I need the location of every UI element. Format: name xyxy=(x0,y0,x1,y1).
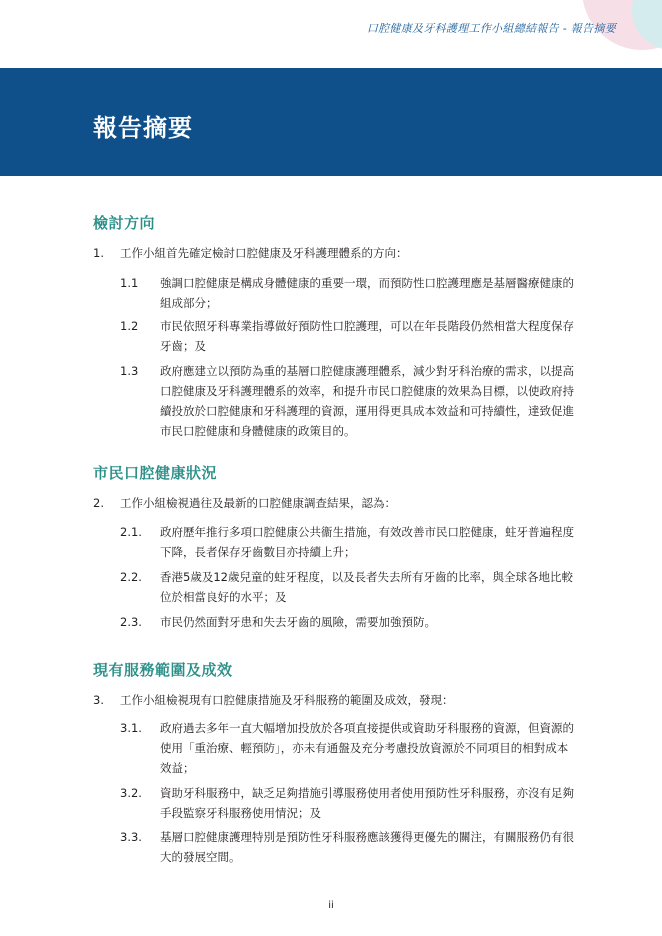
paragraph-text: 工作小組首先確定檢討口腔健康及牙科護理體系的方向： xyxy=(120,246,408,260)
sub-paragraph-number: 2.3. xyxy=(120,615,142,629)
paragraph-number: 1. xyxy=(93,246,104,260)
sub-paragraph-number: 1.3 xyxy=(120,364,139,378)
page-number: ii xyxy=(328,900,334,911)
sub-paragraph-number: 2.2. xyxy=(120,570,142,584)
paragraph-text: 工作小組檢視過往及最新的口腔健康調查結果，認為： xyxy=(120,496,396,510)
section-heading-review-direction: 檢討方向 xyxy=(93,214,156,232)
paragraph-number: 2. xyxy=(93,496,104,510)
sub-paragraph-text: 政府應建立以預防為重的基層口腔健康護理體系，減少對牙科治療的需求，以提高口腔健康及牙科護理體系的效率，和提升市民口腔健康的效果為目標，以使政府持續投放於口腔健康和牙科護理的資源，運用得更具成本效益和可持續性，達致促進市民口腔健康和身體健康的政策目的。 xyxy=(160,364,574,438)
sub-paragraph-text: 市民依照牙科專業指導做好預防性口腔護理，可以在年長階段仍然相當大程度保存牙齒；及 xyxy=(160,319,574,353)
sub-paragraph-number: 3.2. xyxy=(120,786,142,800)
sub-paragraph-number: 1.1 xyxy=(120,276,139,290)
sub-paragraph-text: 基層口腔健康護理特別是預防性牙科服務應該獲得更優先的關注，有關服務仍有很大的發展空間。 xyxy=(160,830,574,864)
section-heading-services-effectiveness: 現有服務範圍及成效 xyxy=(93,661,233,679)
sub-paragraph-text: 香港5歲及12歲兒童的蛀牙程度，以及長者失去所有牙齒的比率，與全球各地比較位於相當良好的水平；及 xyxy=(160,570,573,604)
sub-paragraph-text: 強調口腔健康是構成身體健康的重要一環，而預防性口腔護理應是基層醫療健康的組成部分； xyxy=(160,276,574,310)
section-heading-oral-health-status: 市民口腔健康狀況 xyxy=(93,464,218,482)
sub-paragraph-number: 3.1. xyxy=(120,721,142,735)
sub-paragraph-number: 3.3. xyxy=(120,830,142,844)
title-band xyxy=(0,68,662,176)
page-title: 報告摘要 xyxy=(93,114,193,142)
sub-paragraph-text: 市民仍然面對牙患和失去牙齒的風險，需要加強預防。 xyxy=(160,615,436,629)
sub-paragraph-text: 政府過去多年一直大幅增加投放於各項直接提供或資助牙科服務的資源，但資源的使用「重治療、輕預防」，亦未有通盤及充分考慮投放資源於不同項目的相對成本效益； xyxy=(160,721,574,775)
sub-paragraph-text: 資助牙科服務中，缺乏足夠措施引導服務使用者使用預防性牙科服務，亦沒有足夠手段監察牙科服務使用情況；及 xyxy=(160,786,574,820)
sub-paragraph-number: 1.2 xyxy=(120,319,139,333)
paragraph-number: 3. xyxy=(93,693,104,707)
sub-paragraph-text: 政府歷年推行多項口腔健康公共衞生措施，有效改善市民口腔健康，蛀牙普遍程度下降，長者保存牙齒數目亦持續上升； xyxy=(160,525,574,559)
sub-paragraph-number: 2.1. xyxy=(120,525,142,539)
paragraph-text: 工作小組檢視現有口腔健康措施及牙科服務的範圍及成效，發現： xyxy=(120,693,454,707)
running-header: 口腔健康及牙科護理工作小組總結報告 - 報告摘要 xyxy=(366,22,616,35)
